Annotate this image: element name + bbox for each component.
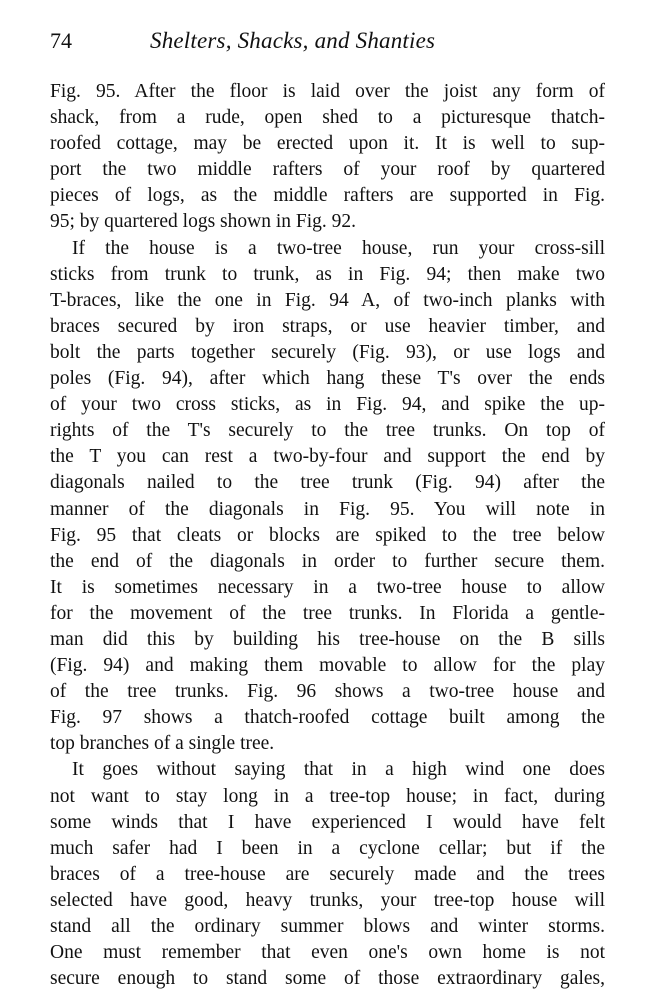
text-line: pieces of logs, as the middle rafters are supported in Fig. (50, 185, 605, 207)
text-line: some winds that I have experienced I would have felt (50, 811, 605, 833)
text-line: manner of the diagonals in Fig. 95. You will note in (50, 498, 605, 520)
text-line: 95; by quartered logs shown in Fig. 92. (50, 211, 357, 233)
text-line: diagonals nailed to the tree trunk (Fig. 94) after the (50, 472, 605, 494)
text-line: port the two middle rafters of your roof by quartered (50, 159, 605, 181)
text-line: top branches of a single tree. (50, 733, 275, 755)
text-line: It is sometimes necessary in a two-tree house to allow (50, 576, 605, 598)
text-line: One must remember that even one's own home is not (50, 942, 605, 964)
text-line: Fig. 95 that cleats or blocks are spiked to the tree below (50, 524, 605, 546)
text-line: for the movement of the tree trunks. In Florida a gentle- (50, 602, 605, 624)
text-line: Fig. 97 shows a thatch-roofed cottage built among the (50, 707, 605, 729)
text-line: roofed cottage, may be erected upon it. It is well to sup- (50, 133, 605, 155)
text-line: man did this by building his tree-house on the B sills (50, 628, 605, 650)
text-line: much safer had I been in a cyclone cellar; but if the (50, 837, 605, 859)
text-line: the T you can rest a two-by-four and support the end by (50, 446, 605, 468)
body-text (50, 79, 605, 992)
text-line: of the tree trunks. Fig. 96 shows a two-tree house and (50, 681, 605, 703)
text-line: T-braces, like the one in Fig. 94 A, of two-inch planks with (50, 289, 605, 311)
text-line: of your two cross sticks, as in Fig. 94, and spike the up- (50, 394, 605, 416)
text-line: braces of a tree-house are securely made and the trees (50, 863, 605, 885)
text-line: rights of the T's securely to the tree trunks. On top of (50, 420, 605, 442)
text-line: poles (Fig. 94), after which hang these T's over the ends (50, 368, 605, 390)
text-line: braces secured by iron straps, or use heavier timber, and (50, 315, 605, 337)
text-line: (Fig. 94) and making them movable to allow for the play (50, 655, 605, 677)
text-line: It goes without saying that in a high wind one does (72, 759, 605, 781)
text-line: Fig. 95. After the floor is laid over the joist any form of (50, 81, 605, 102)
text-line: shack, from a rude, open shed to a picturesque thatch- (50, 107, 605, 129)
text-line: If the house is a two-tree house, run your cross-sill (72, 237, 605, 259)
text-line: bolt the parts together securely (Fig. 93), or use logs and (50, 341, 605, 363)
page-number: 74 (50, 28, 72, 53)
text-line: sticks from trunk to trunk, as in Fig. 94; then make two (50, 263, 605, 285)
text-line: selected have good, heavy trunks, your tree-top house will (50, 889, 605, 911)
running-title: Shelters, Shacks, and Shanties (150, 28, 436, 53)
text-line: stand all the ordinary summer blows and winter storms. (50, 916, 605, 937)
text-line: secure enough to stand some of those extraordinary gales, (50, 968, 605, 990)
page-header (50, 26, 610, 56)
text-line: not want to stay long in a tree-top house; in fact, during (50, 785, 605, 807)
text-line: the end of the diagonals in order to further secure them. (50, 550, 605, 572)
